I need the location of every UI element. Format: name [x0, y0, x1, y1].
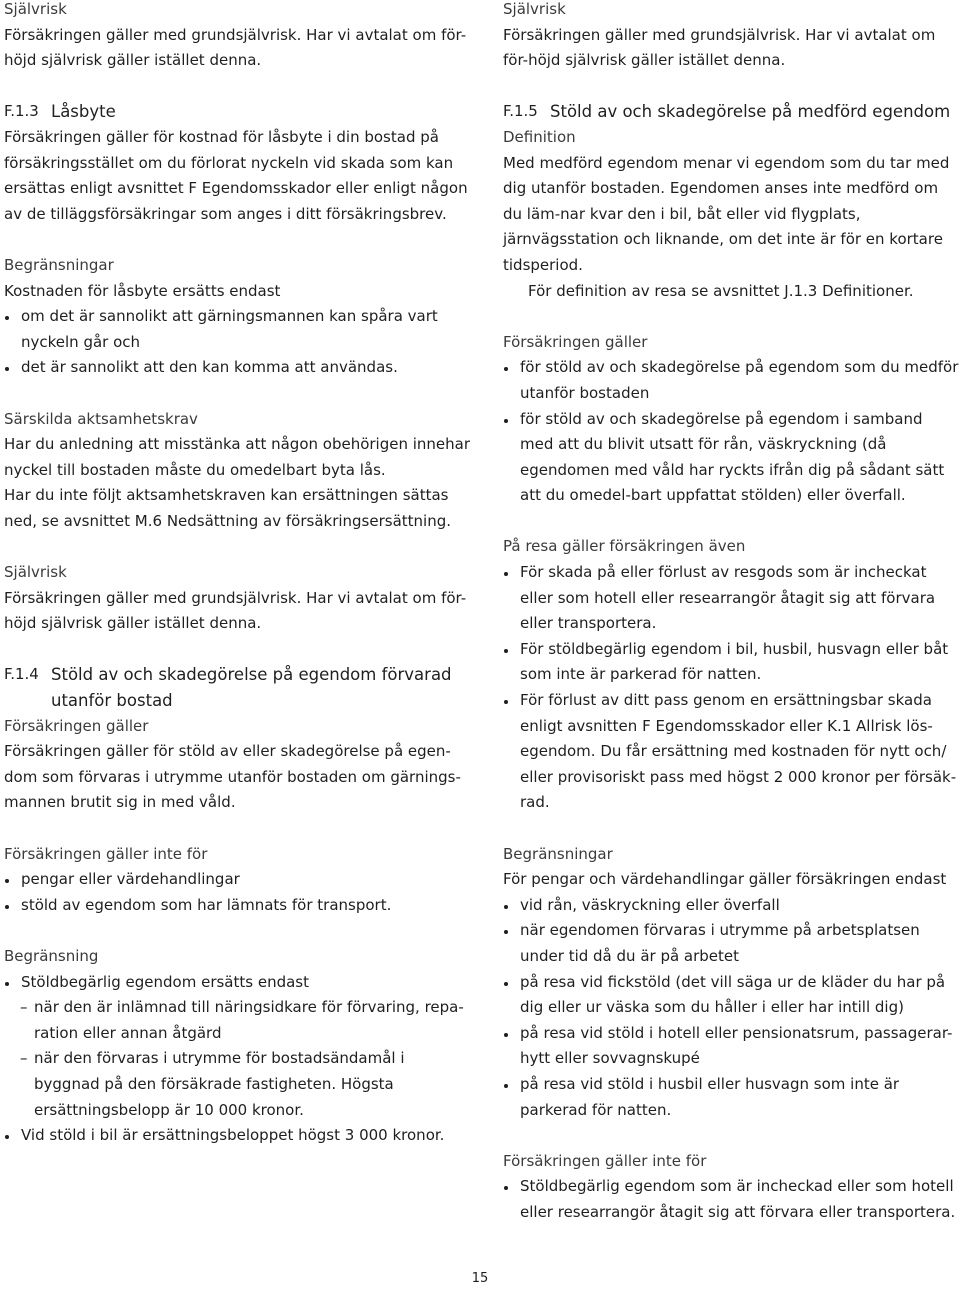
list-item: Vid stöld i bil är ersättningsbeloppet högst 3 000 kronor.	[4, 1123, 474, 1149]
list-item: för stöld av och skadegörelse på egendom i samband med att du blivit utsatt för rån, väskryckning (då egendomen med våld har ryckts ifrån dig på sådant sätt att du omedel-bart uppfattat stölden) eller överfall.	[503, 407, 960, 509]
paragraph: Försäkringen gäller för stöld av eller skadegörelse på egen-dom som förvaras i utrymme utanför bostaden om gärnings-mannen brutit sig in med våld.	[4, 742, 461, 812]
subheading: Försäkringen gäller	[4, 716, 149, 735]
section-title: Stöld av och skadegörelse på egendom förvarad utanför bostad	[51, 665, 452, 711]
list-item: Stöldbegärlig egendom ersätts endast	[4, 970, 474, 996]
subheading: Försäkringen gäller inte för	[503, 1151, 707, 1170]
bullet-list	[503, 893, 960, 1123]
bullet-list	[503, 1174, 960, 1225]
intro-text: Försäkringen gäller med grundsjälvrisk. Har vi avtalat om för-höjd självrisk gäller istället denna.	[503, 25, 936, 70]
list-item: på resa vid stöld i hotell eller pensionatsrum, passagerar-hytt eller sovvagnskupé	[503, 1021, 960, 1072]
list-item: pengar eller värdehandlingar	[4, 867, 474, 893]
paragraph: Försäkringen gäller med grundsjälvrisk. Har vi avtalat om för-höjd självrisk gäller istället denna.	[4, 588, 467, 633]
dash-list	[4, 995, 474, 1123]
intro-text: Försäkringen gäller med grundsjälvrisk. Har vi avtalat om för-höjd självrisk gäller istället denna.	[4, 25, 467, 70]
section-heading-f13	[4, 99, 474, 125]
subheading: Självrisk	[4, 563, 67, 582]
subheading: Begränsning	[4, 946, 99, 965]
intro-heading: Självrisk	[503, 0, 566, 18]
subheading: Försäkringen gäller	[503, 332, 648, 351]
subheading: Särskilda aktsamhetskrav	[4, 409, 198, 428]
paragraph: För pengar och värdehandlingar gäller försäkringen endast	[503, 870, 947, 889]
bullet-list	[503, 355, 960, 509]
intro-heading: Självrisk	[4, 0, 67, 18]
subheading: På resa gäller försäkringen även	[503, 537, 746, 556]
bullet-list	[4, 304, 474, 381]
list-item: – när den förvaras i utrymme för bostadsändamål i byggnad på den försäkrade fastigheten. Högsta ersättningsbelopp är 10 000 kronor.	[21, 1046, 474, 1123]
list-item: För förlust av ditt pass genom en ersättningsbar skada enligt avsnitten F Egendomsskador eller K.1 Allrisk lös-egendom. Du får ersättning med kostnaden för nytt och/ eller provisoriskt pass med högst 2 000 kronor per försäk-rad.	[503, 688, 960, 816]
paragraph: Försäkringen gäller för kostnad för låsbyte i din bostad på försäkringsstället om du förlorat nyckeln vid skada som kan ersättas enligt avsnittet F Egendomsskador eller enligt någon av de tilläggsförsäkringar som anges i ditt försäkringsbrev.	[4, 127, 468, 223]
bullet-list	[503, 560, 960, 816]
list-item: på resa vid fickstöld (det vill säga ur de kläder du har på dig eller ur väska som du håller i eller har intill dig)	[503, 970, 960, 1021]
paragraph: Med medförd egendom menar vi egendom som du tar med dig utanför bostaden. Egendomen anses inte medförd om du läm-nar kvar den i bil, båt eller vid flygplats, järnvägsstation och liknande, om det inte är för en kortare tidsperiod.	[503, 153, 950, 274]
list-item: Stöldbegärlig egendom som är incheckad eller som hotell eller researrangör åtagit sig att förvara eller transportera.	[503, 1174, 960, 1225]
subheading: Definition	[503, 127, 576, 146]
subheading: Begränsningar	[503, 844, 613, 863]
section-number: F.1.3	[4, 102, 39, 121]
paragraph: Kostnaden för låsbyte ersätts endast	[4, 281, 281, 300]
list-item: – när den är inlämnad till näringsidkare för förvaring, repa-ration eller annan åtgärd	[21, 995, 474, 1046]
paragraph: Har du anledning att misstänka att någon obehörigen innehar nyckel till bostaden måste du omedelbart byta lås.	[4, 435, 471, 479]
section-title: Låsbyte	[51, 102, 116, 122]
section-heading-f15	[503, 99, 960, 125]
section-number: F.1.4	[4, 665, 39, 684]
list-item: på resa vid stöld i husbil eller husvagn som inte är parkerad för natten.	[503, 1072, 960, 1123]
list-item: för stöld av och skadegörelse på egendom som du medför utanför bostaden	[503, 355, 960, 406]
paragraph: Har du inte följt aktsamhetskraven kan ersättningen sättas ned, se avsnittet M.6 Nedsättning av försäkringsersättning.	[4, 486, 452, 530]
left-column	[4, 0, 474, 1149]
bullet-list	[4, 867, 474, 918]
list-item: om det är sannolikt att gärningsmannen kan spåra vart nyckeln går och	[4, 304, 474, 355]
bullet-list	[4, 970, 474, 996]
list-item: För stöldbegärlig egendom i bil, husbil, husvagn eller båt som inte är parkerad för natten.	[503, 637, 960, 688]
section-title: Stöld av och skadegörelse på medförd egendom	[550, 102, 951, 122]
bullet-list	[4, 1123, 474, 1149]
list-item: vid rån, väskryckning eller överfall	[503, 893, 960, 919]
list-item: när egendomen förvaras i utrymme på arbetsplatsen under tid då du är på arbetet	[503, 918, 960, 969]
section-heading-f14	[4, 662, 474, 713]
list-item: För skada på eller förlust av resgods som är incheckat eller som hotell eller researrangör åtagit sig att förvara eller transportera.	[503, 560, 960, 637]
subheading: Begränsningar	[4, 255, 114, 274]
subheading: Försäkringen gäller inte för	[4, 844, 208, 863]
page-number: 15	[471, 1271, 489, 1286]
section-number: F.1.5	[503, 102, 538, 121]
reference-text: För definition av resa se avsnittet J.1.3 Definitioner.	[528, 281, 914, 300]
list-item: stöld av egendom som har lämnats för transport.	[4, 893, 474, 919]
list-item: det är sannolikt att den kan komma att användas.	[4, 355, 474, 381]
right-column	[503, 0, 960, 1226]
